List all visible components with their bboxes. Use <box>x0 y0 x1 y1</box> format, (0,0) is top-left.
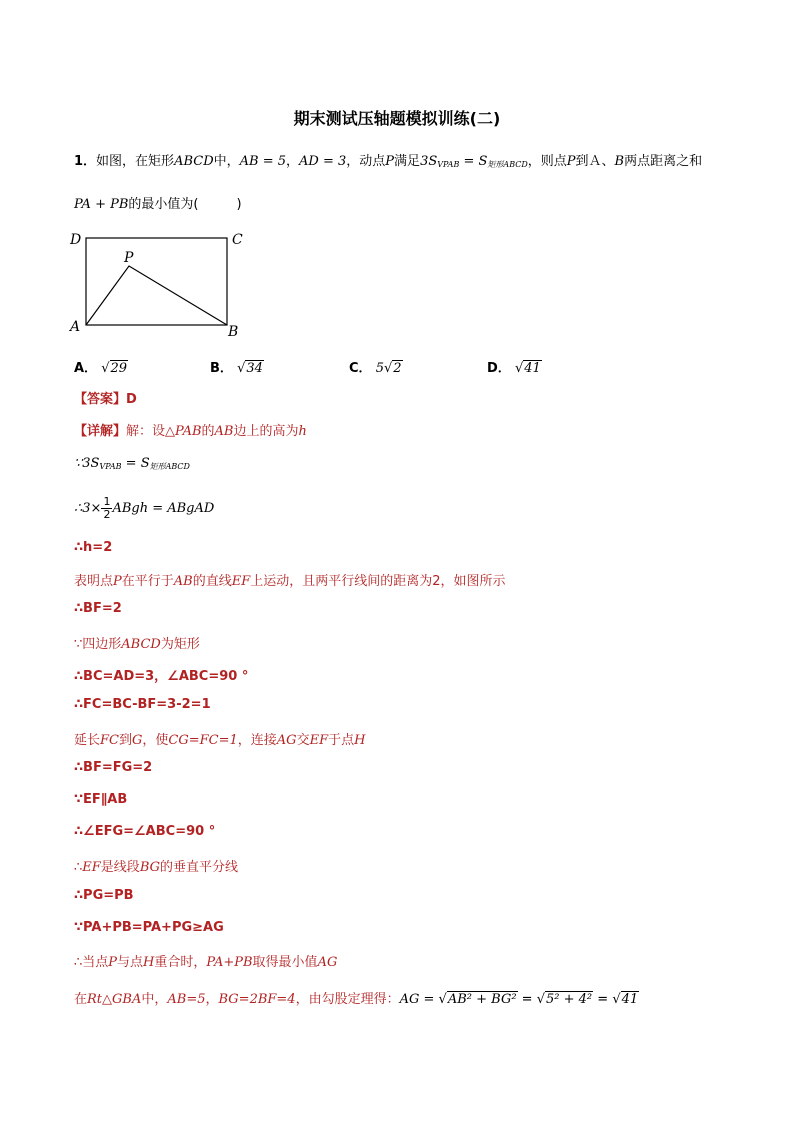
detail-text: 在 <box>74 992 88 1007</box>
detail-line-5 <box>74 570 506 589</box>
triangle-name: PAB <box>175 424 202 439</box>
radicand: AB² + BG² <box>447 992 517 1007</box>
equation-eq: = S <box>121 456 150 471</box>
option-c[interactable] <box>349 357 403 376</box>
detail-text: 到 <box>118 733 132 748</box>
detail-line-17 <box>74 951 337 970</box>
sqrt-expression: √AB² + BG² <box>438 992 517 1007</box>
detail-line-4: ∴h=2 <box>74 540 113 555</box>
condition-lhs: 3S <box>420 154 438 169</box>
condition-eq: = S <box>459 154 488 169</box>
point-name: G <box>132 733 143 748</box>
point-p: P <box>566 154 576 169</box>
question-text: 的最小值为( <box>128 197 199 212</box>
segment-name: AB <box>214 424 234 439</box>
question-text: ，则点 <box>527 154 567 169</box>
condition-rhs-sub: 矩形ABCD <box>487 160 528 169</box>
segment-name: AG <box>276 733 297 748</box>
detail-line-9: ∴FC=BC-BF=3-2=1 <box>74 697 211 712</box>
option-d[interactable] <box>487 357 542 376</box>
detail-line-15: ∴PG=PB <box>74 888 134 903</box>
detail-text: ，由勾股定理得： <box>295 992 400 1007</box>
rect-name: ABCD <box>174 154 214 169</box>
point-p: P <box>385 154 395 169</box>
condition-lhs-sub: VPAB <box>437 160 460 169</box>
equals: = <box>593 992 613 1007</box>
detail-text: 与点 <box>117 955 144 970</box>
triangle-name: Rt△GBA <box>87 992 142 1007</box>
detail-text: 中， <box>141 992 168 1007</box>
label-b: B <box>228 324 239 340</box>
detail-text: 上运动，且两平行线间的距离为2，如图所示 <box>250 574 506 589</box>
fraction <box>101 496 112 521</box>
detail-text: 取得最小值 <box>252 955 318 970</box>
sqrt-expression: √29 <box>101 361 128 376</box>
radicand: 41 <box>524 361 541 376</box>
detail-line-13: ∴∠EFG=∠ABC=90 ° <box>74 824 216 839</box>
line-name: EF <box>82 860 101 875</box>
subscript: VPAB <box>99 462 122 471</box>
detail-text: 为矩形 <box>160 637 200 652</box>
sqrt-expression: √41 <box>514 361 541 376</box>
segment-name: AB <box>173 574 193 589</box>
question-text: 满足 <box>394 154 421 169</box>
sum-expression: PA+PB <box>206 955 253 970</box>
denominator: 2 <box>103 508 111 521</box>
answer-value: D <box>126 392 137 407</box>
detail-line-3 <box>74 496 214 521</box>
detail-line-7 <box>74 633 200 652</box>
detail-text: ，连接 <box>237 733 277 748</box>
segment-name: BG <box>139 860 160 875</box>
radicand: 2 <box>393 361 402 376</box>
equation-part: BG=2BF=4 <box>218 992 296 1007</box>
option-b[interactable] <box>210 357 264 376</box>
detail-line-11: ∴BF=FG=2 <box>74 760 153 775</box>
label-c: C <box>232 232 243 248</box>
segment-name: AG <box>317 955 338 970</box>
radicand: 41 <box>621 992 639 1007</box>
punct: ， <box>286 154 300 169</box>
option-label: D． <box>487 361 511 376</box>
rect-name: ABCD <box>121 637 161 652</box>
detail-text: 的直线 <box>192 574 232 589</box>
detail-line-8: ∴BC=AD=3，∠ABC=90 ° <box>74 669 249 684</box>
point-name: P <box>113 574 122 589</box>
option-label: C． <box>349 361 372 376</box>
equals: = <box>517 992 537 1007</box>
question-text: ，动点 <box>346 154 386 169</box>
detail-text: ∴当点 <box>74 955 109 970</box>
point-name: H <box>143 955 155 970</box>
equation-part: ∴3× <box>74 501 102 516</box>
radicand: 29 <box>110 361 128 376</box>
equation-lhs: ∵3S <box>74 456 100 471</box>
line-name: EF <box>309 733 329 748</box>
height-var: h <box>298 424 307 439</box>
option-label: A． <box>74 361 98 376</box>
detail-line-18 <box>74 988 639 1007</box>
question-line-2 <box>74 193 242 212</box>
numerator: 1 <box>103 495 111 508</box>
question-text: 到Ａ、 <box>575 154 615 169</box>
equation-part: ABgh = ABgAD <box>112 501 215 516</box>
option-a[interactable] <box>74 357 128 376</box>
detail-text: ∴ <box>74 860 83 875</box>
answer-prefix: 【答案】 <box>74 392 127 407</box>
equation-part: CG=FC=1 <box>168 733 238 748</box>
detail-text: 延长 <box>74 733 101 748</box>
ab-value: AB = 5 <box>239 154 287 169</box>
detail-line-12: ∵EF∥AB <box>74 792 128 807</box>
detail-line-2 <box>74 456 190 472</box>
option-label: B． <box>210 361 233 376</box>
question-number: 1． <box>74 154 97 169</box>
radicand: 5² + 4² <box>546 992 593 1007</box>
point-name: P <box>108 955 118 970</box>
radicand: 34 <box>246 361 263 376</box>
sqrt-expression: √5² + 4² <box>536 992 593 1007</box>
detail-line-6: ∴BF=2 <box>74 601 122 616</box>
triangle-pab <box>86 266 227 325</box>
detail-text: 边上的高为 <box>233 424 299 439</box>
detail-text: 的 <box>201 424 215 439</box>
question-text: 中， <box>213 154 240 169</box>
question-line-1 <box>74 150 702 170</box>
sqrt-expression: √41 <box>612 992 639 1007</box>
pythagoras-equation <box>400 992 640 1007</box>
detail-line-10 <box>74 729 365 748</box>
rectangle-figure <box>66 226 256 344</box>
detail-text: 的垂直平分线 <box>160 860 239 875</box>
sqrt-expression: √2 <box>383 361 402 376</box>
label-a: A <box>70 319 81 335</box>
detail-text: ，使 <box>142 733 169 748</box>
coefficient: 5 <box>375 361 384 376</box>
label-d: D <box>70 232 82 248</box>
detail-text: 于点 <box>328 733 355 748</box>
detail-line-1 <box>74 420 307 439</box>
detail-text: 重合时， <box>154 955 207 970</box>
point-b: B <box>614 154 625 169</box>
page-title: 期末测试压轴题模拟训练(二) <box>293 109 501 128</box>
detail-line-14 <box>74 856 238 875</box>
label-p: P <box>124 250 134 266</box>
sum-expression: PA + PB <box>74 197 129 212</box>
detail-text: 交 <box>296 733 310 748</box>
punct: ， <box>205 992 219 1007</box>
detail-text: ∵四边形 <box>74 637 122 652</box>
question-text: 如图，在矩形 <box>96 154 175 169</box>
answer-blank-close: ) <box>236 197 242 212</box>
detail-line-16: ∵PA+PB=PA+PG≥AG <box>74 920 224 935</box>
detail-text: 在平行于 <box>121 574 174 589</box>
ad-value: AD = 3 <box>299 154 347 169</box>
line-name: EF <box>231 574 251 589</box>
question-text: 两点距离之和 <box>624 154 703 169</box>
detail-prefix: 【详解】 <box>74 424 127 439</box>
detail-text: 是线段 <box>100 860 140 875</box>
detail-text: 表明点 <box>74 574 114 589</box>
answer-line <box>74 388 137 407</box>
sqrt-expression: √34 <box>237 361 263 376</box>
equation-lhs: AG = <box>399 992 439 1007</box>
equation-part: AB=5 <box>167 992 206 1007</box>
detail-text: 解：设△ <box>126 424 176 439</box>
segment-name: FC <box>100 733 119 748</box>
point-name: H <box>354 733 366 748</box>
subscript: 矩形ABCD <box>149 462 190 471</box>
